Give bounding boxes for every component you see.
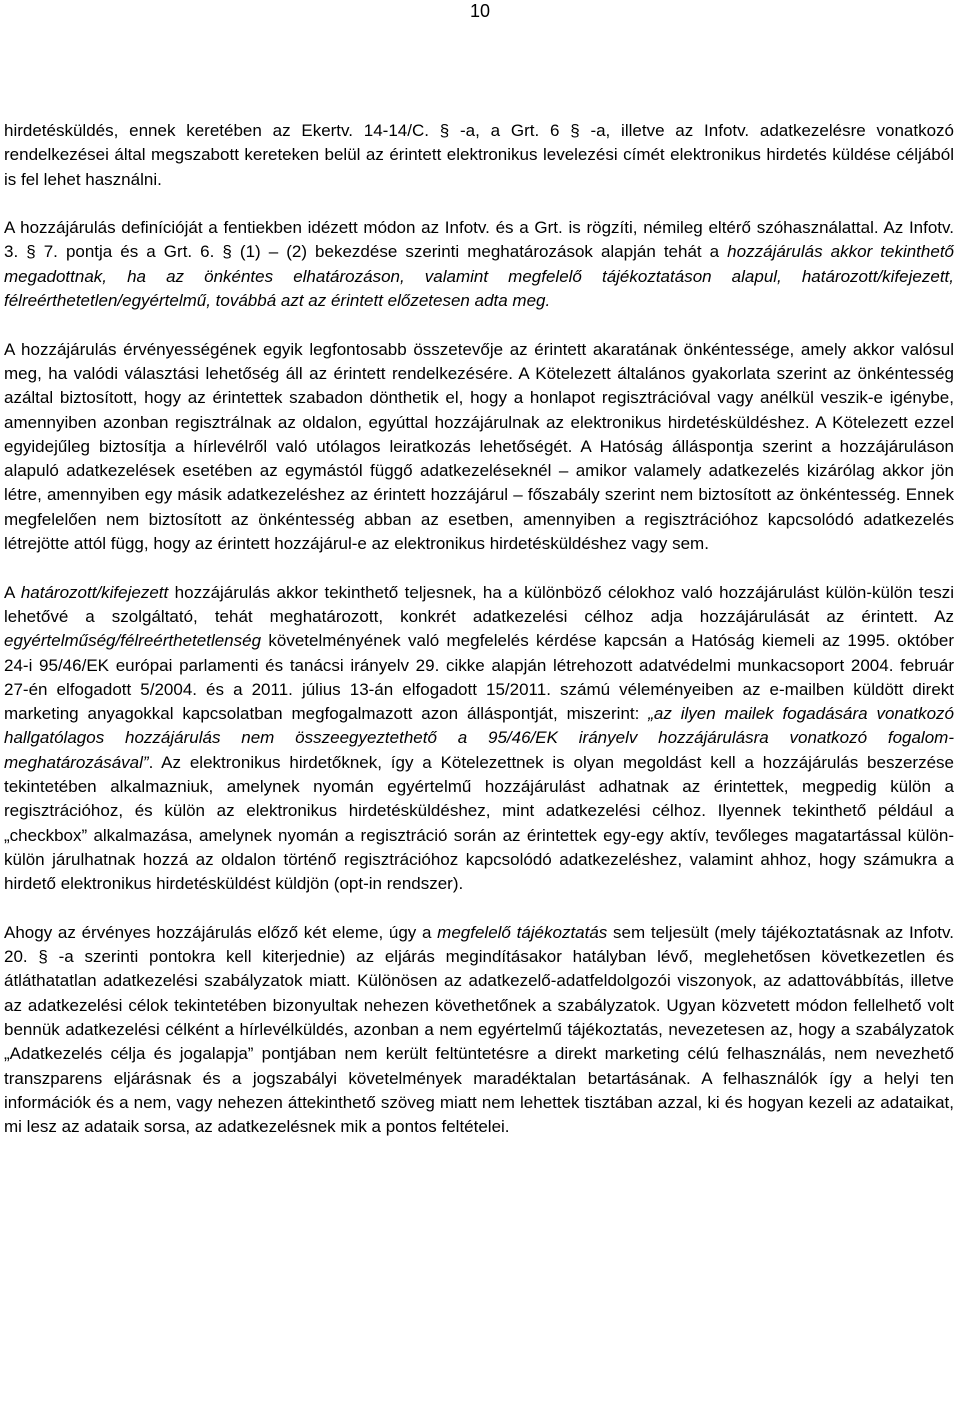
paragraph-text: A: [4, 582, 21, 602]
paragraph-text: sem teljesült (mely tájékoztatásnak az Infotv. 20. § -a szerinti pontokra kell kiterjednie) az eljárás megindításakor hatályban lévő, meglehetősen következetlen és átláthatatlan adatkezelési szabályzatok miatt. Különösen az adatkezelő-adatfeldolgozói viszonyok, az adattovábbítás, illetve az adatkezelési célok tekintetében bizonyultak nehezen követhetőnek a szabályzatok. Ugyan közvetett módon fellelhető volt bennük adatkezelési célként a hírlevélküldés, azonban a nem egyértelmű tájékoztatás, nevezetesen az, hogy a szabályzatok „Adatkezelés célja és jogalapja” pontjában nem került feltüntetésre a direkt marketing célú felhasználás, nem nevezhető transzparens eljárásnak és a jogszabályi követelmények maradéktalan betartásának. A felhasználók így a helyi ten információk és a nem, vagy nehezen áttekinthető szöveg miatt nem lehettek tisztában azzal, ki és hogyan kezeli az adataikat, mi lesz az adataik sorsa, az adatkezelésnek mik a pontos feltételei.: [4, 922, 954, 1137]
paragraph-emphasis: megfelelő tájékoztatás: [437, 922, 608, 942]
page-number: 10: [469, 1, 491, 21]
paragraph-5: [4, 921, 954, 1140]
paragraph-4: [4, 581, 954, 897]
document-body: [4, 119, 954, 1139]
paragraph-text: hirdetésküldés, ennek keretében az Ekertv. 14-14/C. § -a, a Grt. 6 § -a, illetve az Infotv. adatkezelésre vonatkozó rendelkezései által megszabott kereteken belül az érintett elektronikus levelezési címét elektronikus hirdetés küldése céljából is fel lehet használni.: [4, 121, 954, 189]
paragraph-emphasis: egyértelműség/félreérthetetlenség: [4, 631, 262, 651]
paragraph-1: [4, 119, 954, 192]
paragraph-text: követelményének való megfelelés kérdése kapcsán a Hatóság kiemeli az 1995. október 24-i 95/46/EK európai parlamenti és tanácsi irányelv 29. cikke alapján létrehozott adatvédelmi munkacsoport 2004. február 27-én elfogadott 5/2004. és a 2011. július 13-án elfogadott 15/2011. számú véleményeiben az e-mailben küldött direkt marketing anyagokkal kapcsolatban megfogalmazott azon álláspontját, miszerint:: [4, 631, 954, 724]
paragraph-text: A hozzájárulás érvényességének egyik legfontosabb összetevője az érintett akaratának önkéntessége, amely akkor valósul meg, ha valódi választási lehetőség áll az érintett rendelkezésére. A Kötelezett általános gyakorlata szerint az önkéntesség azáltal biztosított, hogy az érintettek szabadon dönthetik el, hogy a honlapot regisztrációval vagy anélkül veszik-e igénybe, amennyiben azonban regisztrálnak az oldalon, egyúttal hozzájárulnak az elektronikus hirdetésküldéshez. A Kötelezett ezzel egyidejűleg biztosítja a hírlevélről való utólagos leiratkozás lehetőségét. A Hatóság álláspontja szerint a hozzájáruláson alapuló adatkezelések esetében az egymástól függő adatkezeléseknél – amikor valamely adatkezelés kizárólag akkor jön létre, amennyiben egy másik adatkezeléshez az érintett hozzájárul – főszabály szerint nem biztosított az önkéntesség. Ennek megfelelően nem biztosított az önkéntesség abban az esetben, amennyiben a regisztrációhoz kapcsolódó adatkezelés létrejötte attól függ, hogy az érintett hozzájárul-e az elektronikus hirdetésküldéshez vagy sem.: [4, 339, 954, 554]
paragraph-3: [4, 338, 954, 557]
paragraph-quote: „az ilyen mailek fogadására vonatkozó hallgatólagos hozzájárulás nem összeegyeztethető a 95/46/EK irányelv hozzájárulásra vonatkozó fogalom-meghatározásával”: [4, 704, 954, 772]
paragraph-text: A hozzájárulás definícióját a fentiekben idézett módon az Infotv. és a Grt. is rögzíti, némileg eltérő szóhasználattal. Az Infotv. 3. § 7. pontja és a Grt. 6. § (1) – (2) bekezdése szerinti meghatározások alapján tehát a: [4, 218, 954, 262]
paragraph-2: [4, 216, 954, 313]
paragraph-text: hozzájárulás akkor tekinthető teljesnek, ha a különböző célokhoz való hozzájárulást külön-külön teszi lehetővé a szolgáltató, tehát meghatározott, konkrét adatkezelési célhoz adja hozzájárulását az érintett. Az: [4, 582, 954, 626]
paragraph-text: . Az elektronikus hirdetőknek, így a Kötelezettnek is olyan megoldást kell a hozzájárulás beszerzése tekintetében alkalmazniuk, amelynek nyomán egyértelmű hozzájárulást adhatnak az érintettek, megpedig külön a regisztrációhoz, és külön az elektronikus hirdetésküldéshez, mint adatkezelési célhoz. Ilyennek tekinthető például a „checkbox” alkalmazása, amelynek nyomán a regisztráció során az érintettek egy-egy aktív, tevőleges magatartással külön-külön járulhatnak hozzá az oldalon történő regisztrációhoz kapcsolódó adatkezeléshez, valamint ahhoz, hogy számukra a hirdető elektronikus hirdetésküldést küldjön (opt-in rendszer).: [4, 752, 954, 894]
paragraph-emphasis: hozzájárulás akkor tekinthető megadottnak, ha az önkéntes elhatározáson, valamint megfelelő tájékoztatáson alapul, határozott/kifejezett, félreérthetetlen/egyértelmű, továbbá azt az érintett előzetesen adta meg.: [4, 242, 954, 311]
paragraph-emphasis: határozott/kifejezett: [20, 582, 169, 602]
paragraph-text: Ahogy az érvényes hozzájárulás előző két eleme, úgy a: [4, 922, 438, 942]
